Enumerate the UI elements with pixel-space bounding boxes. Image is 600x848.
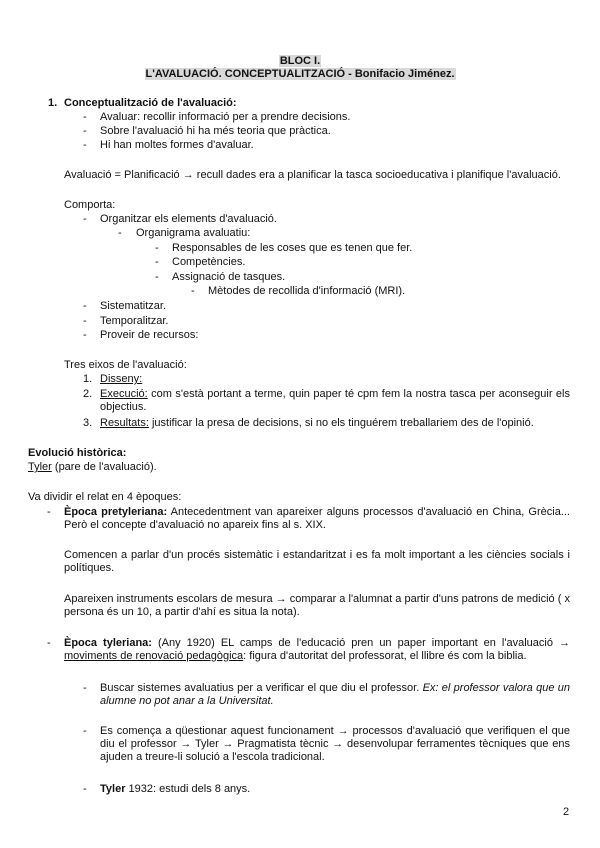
section-number: 1. [48, 97, 58, 109]
eix-number: 1. [83, 373, 93, 385]
list-item: Mètodes de recollida d'informació (MRI). [208, 285, 406, 297]
dash-bullet: - [83, 213, 87, 225]
epoch-text: (Any 1920) EL camps de l'educació pren un paper important en l'avaluació → [151, 637, 570, 649]
list-item: Responsables de les coses que es tenen que fer. [172, 242, 413, 254]
dash-bullet: - [83, 125, 87, 137]
list-item: Hi han moltes formes d'avaluar. [100, 139, 254, 151]
list-item: Proveir de recursos: [100, 329, 199, 341]
epoch-label: Època pretyleriana: [64, 506, 168, 518]
dash-bullet: - [155, 256, 159, 268]
bullet-text: Buscar sistemes avaluatius per a verificar el que diu el professor. [100, 682, 423, 694]
epoch-text: : figura d'autoritat del professorat, el llibre és com la biblia. [243, 650, 527, 662]
list-item: Temporalitzar. [100, 315, 169, 327]
tyleriana-bullet-1 [100, 682, 570, 708]
example-text: Ex: el professor valora que un alumne no pot anar a la Universitat. [100, 682, 570, 707]
dash-bullet: - [83, 725, 87, 737]
eixos-label: Tres eixos de l'avaluació: [64, 359, 187, 371]
dash-bullet: - [83, 300, 87, 312]
eix-term: Disseny: [100, 373, 143, 385]
evolucio-intro: Va dividir el relat en 4 èpoques: [28, 491, 182, 503]
eix-item [100, 373, 142, 386]
list-item: Organitzar els elements d'avaluació. [100, 213, 277, 225]
tyler-name: Tyler [100, 783, 126, 795]
dash-bullet: - [83, 783, 87, 795]
page-subtitle: L'AVALUACIÓ. CONCEPTUALITZACIÓ - Bonifacio Jiménez. [145, 68, 455, 80]
epoch-text: Antecedentment van apareixer alguns processos d'avaluació en China, Grècia... Però el concepte d'avaluació no apareix fins al s. XIX. [64, 506, 570, 531]
section-heading: Conceptualització de l'avaluació: [64, 97, 237, 109]
tyler-note: (pare de l'avaluació). [51, 461, 157, 473]
formula-text: Avaluació = Planificació → recull dades era a planificar la tasca socioeducativa i planifique l'avaluació. [64, 169, 561, 181]
pretyleriana-paragraph [64, 506, 570, 532]
dash-bullet: - [83, 111, 87, 123]
bullet-text: 1932: estudi dels 8 anys. [125, 783, 251, 795]
eix-item [100, 417, 534, 430]
evolucio-heading: Evolució històrica: [28, 447, 127, 459]
dash-bullet: - [155, 271, 159, 283]
dash-bullet: - [47, 637, 51, 649]
renovacio-link: moviments de renovació pedagògica [64, 650, 244, 662]
pretyleriana-p1: Comencen a parlar d'un procés sistemàtic i estandaritzat i es fa molt important a les ciències socials i polítiques. [64, 549, 570, 574]
eix-number: 2. [83, 388, 93, 400]
dash-bullet: - [83, 139, 87, 151]
list-item: Sobre l'avaluació hi ha més teoria que pràctica. [100, 125, 331, 137]
eix-item [100, 388, 570, 414]
list-item: Sistematitzar. [100, 300, 167, 312]
eix-text: justificar la presa de decisions, si no els tinguérem treballariem des de l'opinió. [148, 417, 534, 429]
dash-bullet: - [47, 506, 51, 518]
list-item: Avaluar: recollir informació per a prendre decisions. [100, 111, 351, 123]
tyleriana-bullet-2: Es comença a qüestionar aquest funcionament → processos d'avaluació que verifiquen el que diu el professor → Tyler → Pragmatista tècnic → desenvolupar ferramentes tècniques que ens ajuden a treure-li solució a l'escola tradicional. [100, 725, 570, 763]
list-item: Competències. [172, 256, 246, 268]
page-title: BLOC I. [279, 55, 321, 67]
dash-bullet: - [83, 329, 87, 341]
tyleriana-paragraph [64, 637, 570, 663]
tyleriana-bullet-3 [100, 783, 250, 796]
list-item: Assignació de tasques. [172, 271, 286, 283]
epoch-label: Època tyleriana: [64, 637, 152, 649]
dash-bullet: - [191, 285, 195, 297]
eix-text: com s'està portant a terme, quin paper té cpm fem la nostra tasca per aconseguir els objectius. [100, 388, 570, 413]
dash-bullet: - [83, 315, 87, 327]
tyler-line [28, 461, 157, 474]
eix-term: Execució: [100, 388, 148, 400]
tyler-name: Tyler [28, 461, 52, 473]
eix-number: 3. [83, 417, 93, 429]
dash-bullet: - [83, 682, 87, 694]
pretyleriana-p2: Apareixen instruments escolars de mesura → comparar a l'alumnat a partir d'uns patrons de medició ( x persona és un 10, a partir d'ahí es situa la nota). [64, 593, 570, 618]
eix-term: Resultats: [100, 417, 149, 429]
dash-bullet: - [155, 242, 159, 254]
comporta-label: Comporta: [64, 199, 116, 211]
list-item: Organigrama avaluatiu: [136, 227, 251, 239]
dash-bullet: - [118, 227, 122, 239]
page-number: 2 [563, 806, 570, 818]
